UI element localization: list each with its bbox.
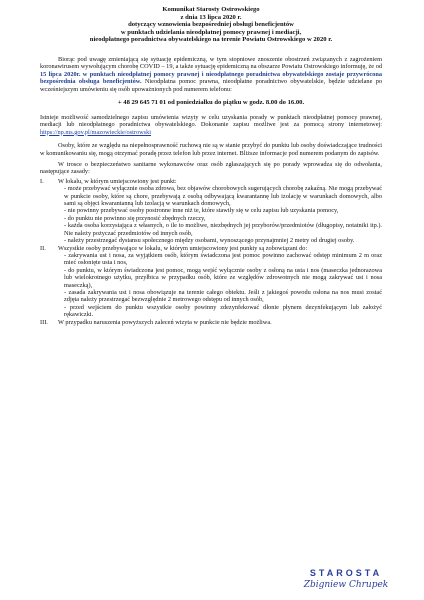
intro-paragraph <box>40 56 382 93</box>
intro-text-a: Biorąc pod uwagę zmieniającą się sytuację epidemiczną, w tym stopniowe znoszenie obostrzeń związanych z zagrożeniem koronawirusem wywołującym chorobę COVID – 19, a także sytuację epidemiczną na obszarze Powiatu Ostrowskiego informuję, że od <box>40 55 382 71</box>
rule-text: Wszystkie osoby przebywające w lokalu, w którym umiejscowiony jest punkty są zobowiązani do: <box>58 244 308 252</box>
handwritten-signature: Zbigniew Chrupek <box>303 580 389 590</box>
safety-paragraph: W trosce o bezpieczeństwo sanitarne wykonawców oraz osób zgłaszających się po porady wprowadza się do odwołania, następujące zasady: <box>40 161 382 176</box>
stamp-title: STAROSTA <box>309 568 383 578</box>
online-paragraph <box>40 114 382 136</box>
rule-subitem: - przed wejściem do punktu wszystkie osoby powinny zdezynfekować dłonie płynem dezynfekującym lub założyć rękawiczki. <box>64 303 382 319</box>
rule-subitem: - zasada zakrywania ust i nosa obowiązuje na terenie całego obiektu. Jeśli z jakiegoś powodu osłona na nos musi zostać zdjęta należy przestrzegać bezwzględnie 2 metrowego odstępu od innych osób, <box>64 288 382 304</box>
online-text: Istnieje możliwość samodzielnego zapisu umówienia wizyty w celu uzyskania porady w punktach nieodpłatnej pomocy prawnej, mediacji lub nieodpłatnego poradnictwa obywatelskiego. Dokonanie zapisu możliwe jest za pomocą strony internetowej: <box>40 114 382 129</box>
rule-item <box>40 245 382 319</box>
disabled-paragraph: Osoby, które ze względu na niepełnosprawność ruchową nie są w stanie przybyć do punktu lub osoby doświadczające trudności w komunikowaniu się, mogą otrzymać poradę przez telefon lub przez internet. Bliższe informacje pod numerem podanym do zapisów. <box>40 142 382 157</box>
rule-item <box>40 178 382 245</box>
intro-highlight: 15 lipca 2020r. w punktach nieodpłatnej pomocy prawnej i nieodpłatnego poradnictwa obywatelskiego zostaje przywrócona bezpośrednia obsługa beneficjentów. <box>40 70 382 86</box>
rule-text: W lokalu, w którym umiejscowiony jest punkt: <box>58 177 177 185</box>
online-link[interactable]: https://np.ms.gov.pl/mazowieckie/ostrowski <box>40 128 152 136</box>
rule-number: II. <box>40 244 46 252</box>
signature-stamp <box>296 568 396 590</box>
rule-subitem: - do punktu nie powinno się przynosić zbędnych rzeczy, <box>64 214 206 222</box>
header-line-2: z dnia 13 lipca 2020 r. <box>180 13 242 21</box>
rule-number: III. <box>40 318 48 326</box>
rule-subitem: - nie powinny przebywać osoby postronne inne niż te, które stawiły się w celu zapisu lub uzyskania pomocy, <box>64 207 339 215</box>
rule-subitem: - należy przestrzegać dystansu społecznego między osobami, wynoszącego przynajmniej 2 metry od drugiej osoby. <box>64 237 355 245</box>
header-line-3: dotyczący wznowienia bezpośredniej obsługi beneficjentów <box>128 21 294 29</box>
document-header <box>40 6 382 44</box>
header-line-4: w punktach udzielania nieodpłatnej pomocy prawnej i mediacji, <box>120 28 302 36</box>
rule-text: W przypadku naruszenia powyższych zaleceń wizyta w punkcie nie będzie możliwa. <box>58 318 272 326</box>
phone-line: + 48 29 645 71 01 od poniedziałku do piątku w godz. 8.00 do 16.00. <box>117 99 305 106</box>
rule-number: I. <box>40 177 44 185</box>
header-line-1: Komunikat Starosty Ostrowskiego <box>162 6 260 13</box>
rule-subitem: - może przebywać wyłącznie osoba zdrowa, bez objawów chorobowych sugerujących chorobę zakaźną. Nie mogą przebywać w punkcie osoby, które są chore, przebywają z osobą odbywającą kwarantannę lub izolację w warunkach domowych, albo sami są objęci kwarantanną lub izolacją w warunkach domowych, <box>64 185 382 208</box>
rule-subitem: - zakrywania ust i nosa, za wyjątkiem osób, którym świadczona jest pomoc powinno zachować odstęp minimum 2 m oraz mieć osłonięte usta i nos, <box>64 251 382 267</box>
rule-subitem: - każda osoba korzystająca z własnych, o ile to możliwe, niezbędnych jej przyborów/przedmiotów (długopisy, notatniki itp.). Nie należy pożyczać przedmiotów od innych osób, <box>64 222 382 237</box>
intro-text-c: Nieodpłatna pomoc prawna, nieodpłatne poradnictwo obywatelskie, będzie udzielane po wcześniejszym umówieniu się osób upoważnionych pod numerem telefonu: <box>40 78 382 93</box>
header-line-5: nieodpłatnego poradnictwa obywatelskiego na terenie Powiatu Ostrowskiego w 2020 r. <box>89 36 333 44</box>
rule-subitem: - do punktu, w którym świadczona jest pomoc, mogą wejść wyłącznie osoby z osłoną na usta i nos (maseczka jednorazowa lub wielokrotnego użytku, przyłbica w przypadku osób, które ze względów zdrowotnych nie mogą zakrywać ust i nosa maseczką), <box>64 266 382 289</box>
rule-item <box>40 319 382 326</box>
rules-list <box>40 178 382 326</box>
